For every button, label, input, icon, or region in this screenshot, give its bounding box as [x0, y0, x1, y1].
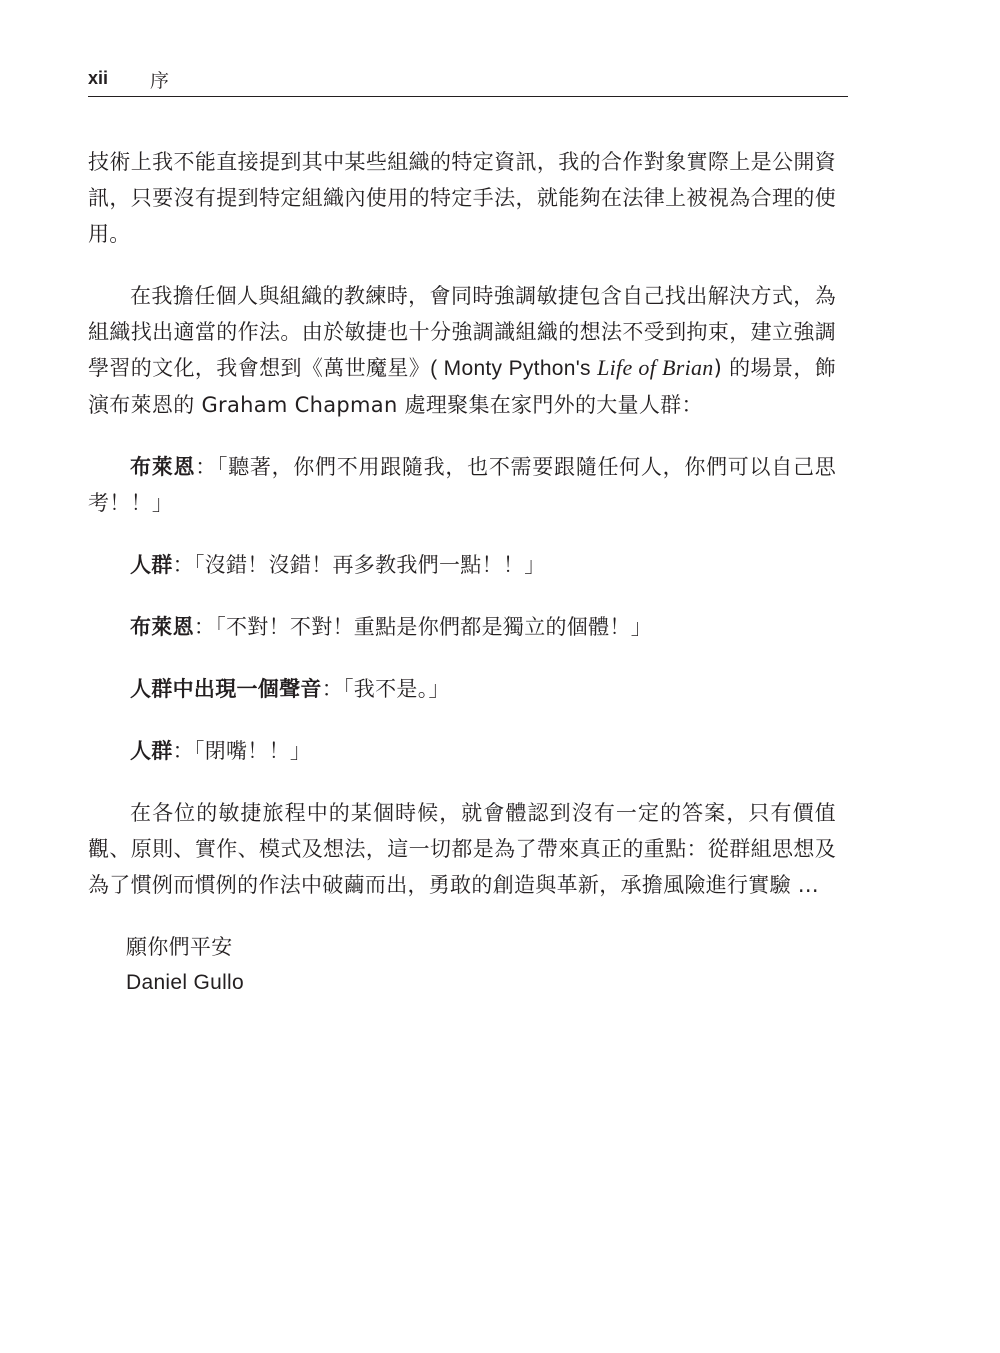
movie-title-english: ( Monty Python's: [430, 357, 598, 380]
paragraph-3: 在各位的敏捷旅程中的某個時候，就會體認到沒有一定的答案，只有價值觀、原則、實作、模式及想法，這一切都是為了帶來真正的重點：從群組思想及為了慣例而慣例的作法中破繭而出，勇敢的創造與革新，承擔風險進行實驗 ...: [88, 801, 836, 897]
dialogue-text: ：「我不是。」: [321, 677, 450, 701]
movie-title-italic: Life of Brian: [597, 355, 714, 380]
dialogue-text: ：「閉嘴！！」: [172, 739, 312, 763]
dialogue-line: [88, 609, 836, 645]
dialogue-text: ：「不對！不對！重點是你們都是獨立的個體！」: [193, 615, 653, 639]
dialogue-line: [88, 449, 836, 521]
paragraph-1: 技術上我不能直接提到其中某些組織的特定資訊，我的合作對象實際上是公開資訊，只要沒有提到特定組織內使用的特定手法，就能夠在法律上被視為合理的使用。: [88, 150, 836, 246]
author-signature: Daniel Gullo: [126, 971, 244, 994]
dialogue-line: [88, 547, 836, 583]
dialogue-speaker: 人群: [130, 553, 173, 577]
dialogue-speaker: 人群中出現一個聲音: [130, 677, 322, 701]
dialogue-text: ：「沒錯！沒錯！再多教我們一點！！」: [172, 553, 546, 577]
page-body: [88, 144, 836, 1001]
paragraph-2-text-a: 在我擔任個人與組織的教練時，會同時強調敏捷包含自己找出解決方式，為組織找出適當的作法。由於敏捷也十分強調識組織的想法不受到拘束，建立強調學習的文化，我會想到: [88, 284, 836, 380]
section-title: 序: [150, 70, 170, 92]
paragraph-2: [88, 278, 836, 423]
dialogue-line: [88, 671, 836, 707]
dialogue-line: [88, 733, 836, 769]
page-number: xii: [88, 68, 109, 88]
page-header: [88, 66, 848, 97]
dialogue-speaker: 人群: [130, 739, 173, 763]
dialogue-speaker: 布萊恩: [130, 615, 194, 639]
farewell: 願你們平安: [126, 935, 233, 959]
paragraph-2-text-c: ) 的場景，飾演布萊恩的 Graham Chapman 處理聚集在家門外的大量人群：: [88, 356, 837, 417]
dialogue-speaker: 布萊恩: [130, 455, 196, 479]
movie-title-chinese: 《萬世魔星》: [301, 356, 431, 380]
dialogue-text: ：「聽著，你們不用跟隨我，也不需要跟隨任何人，你們可以自己思考！！」: [88, 455, 837, 515]
